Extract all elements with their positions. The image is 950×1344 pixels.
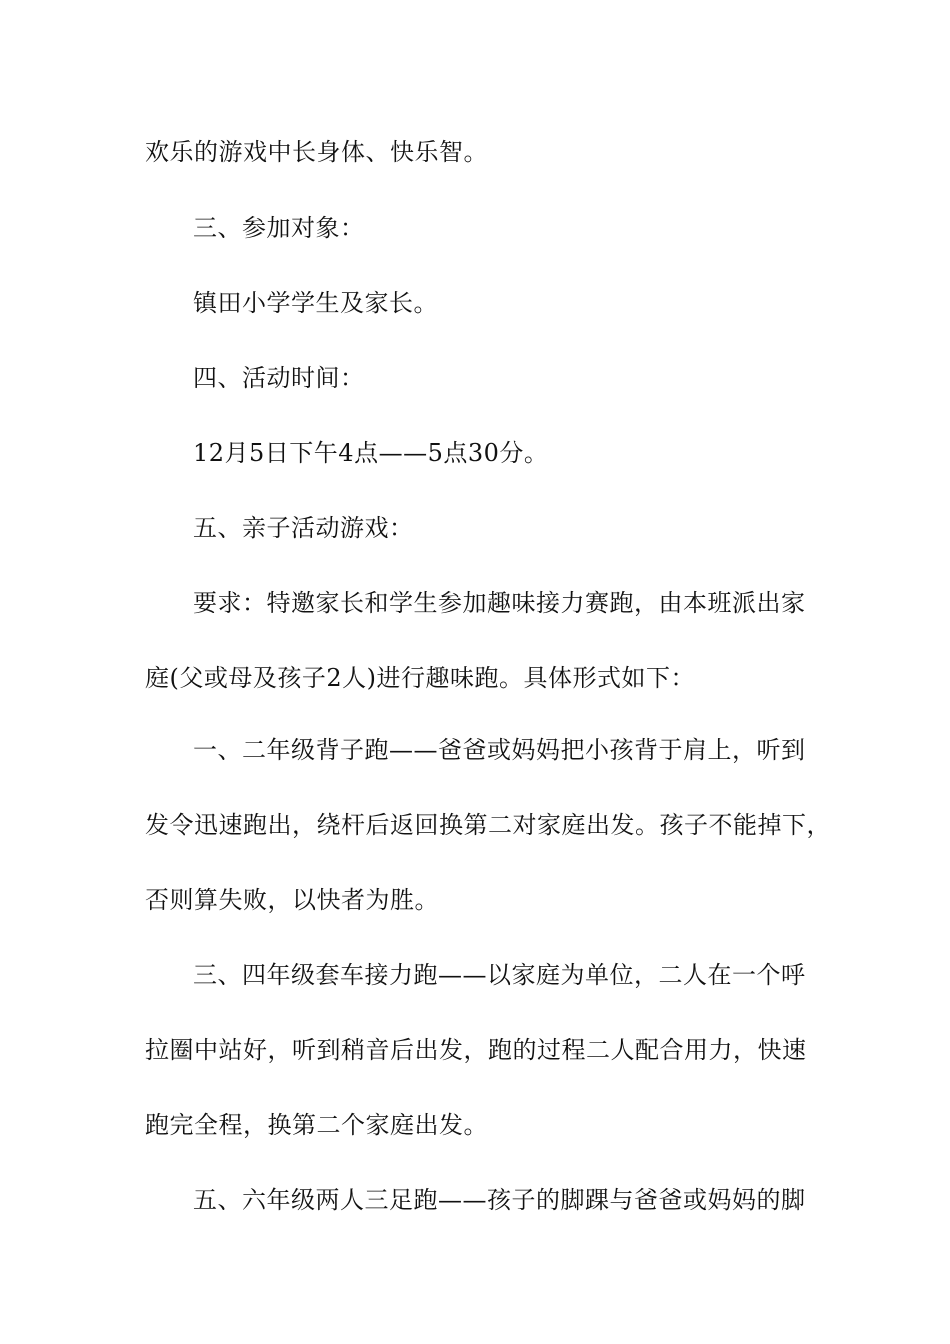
text-line: 欢乐的游戏中长身体、快乐智。 [145,138,488,166]
text-line: 庭(父或母及孩子2人)进行趣味跑。具体形式如下： [145,664,695,692]
section-heading: 四、活动时间： [193,364,365,392]
section-heading: 三、参加对象： [193,214,365,242]
text-line: 发令迅速跑出，绕杆后返回换第二对家庭出发。孩子不能掉下， [145,811,831,839]
text-line: 否则算失败，以快者为胜。 [145,886,439,914]
text-line: 拉圈中站好，听到稍音后出发，跑的过程二人配合用力，快速 [145,1036,807,1064]
text-line: 12月5日下午4点——5点30分。 [193,439,549,467]
text-line: 一、二年级背子跑——爸爸或妈妈把小孩背于肩上，听到 [193,736,806,764]
section-heading: 五、亲子活动游戏： [193,514,414,542]
text-line: 五、六年级两人三足跑——孩子的脚踝与爸爸或妈妈的脚 [193,1186,806,1214]
text-line: 跑完全程，换第二个家庭出发。 [145,1111,488,1139]
text-line: 三、四年级套车接力跑——以家庭为单位，二人在一个呼 [193,961,806,989]
text-line: 镇田小学学生及家长。 [193,289,438,317]
text-line: 要求：特邀家长和学生参加趣味接力赛跑，由本班派出家 [193,589,806,617]
